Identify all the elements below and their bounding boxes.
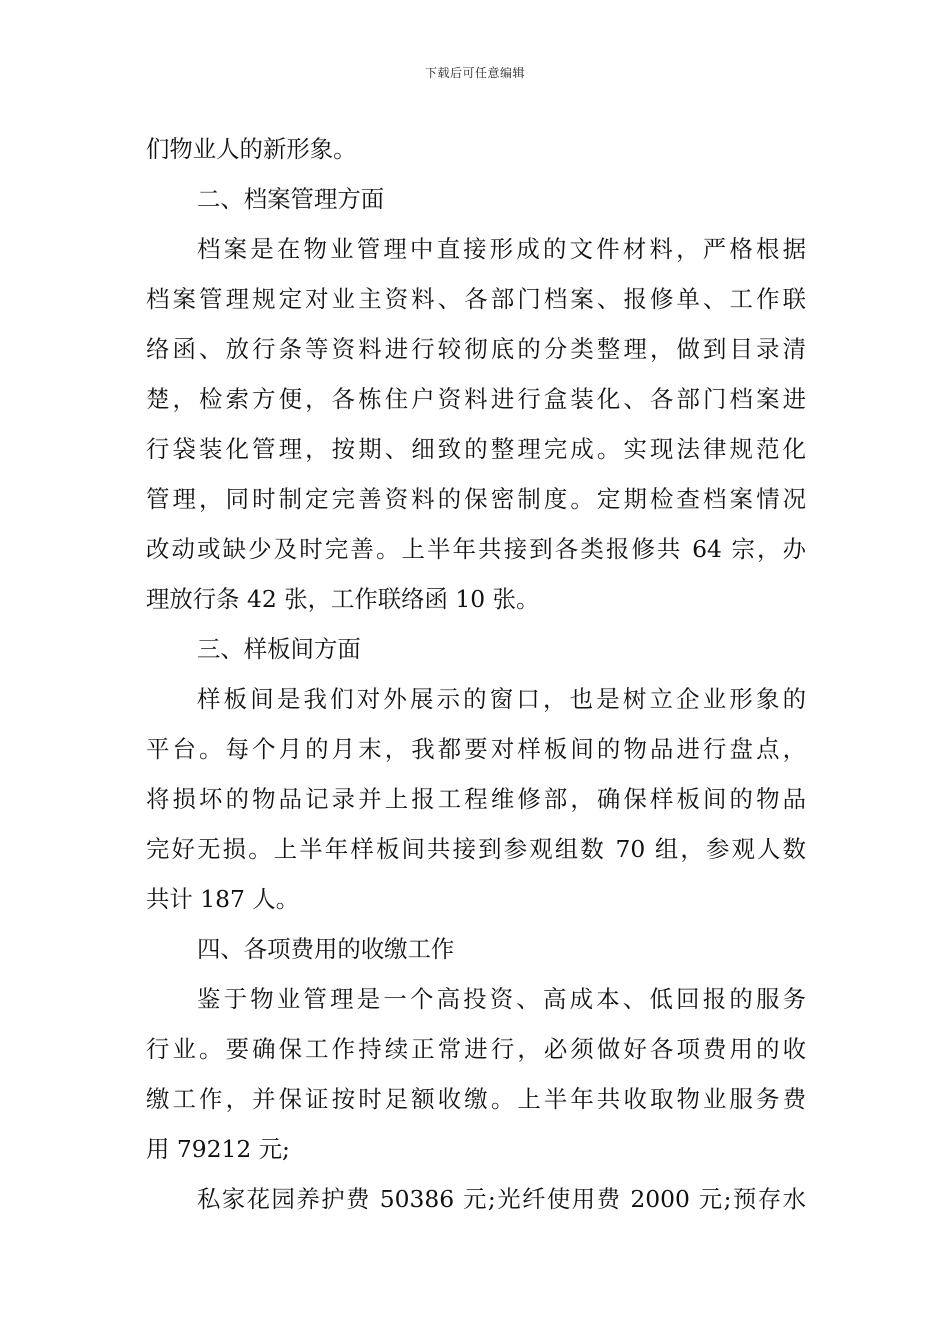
- text-line: 四、各项费用的收缴工作: [197, 935, 455, 963]
- text-line: 理放行条 42 张，工作联络函 10 张。: [146, 585, 540, 613]
- text-line: 二、档案管理方面: [197, 185, 385, 213]
- text-line: 鉴于物业管理是一个高投资、高成本、低回报的服务: [197, 985, 806, 1013]
- text-line: 们物业人的新形象。: [146, 135, 357, 163]
- text-line: 行袋装化管理，按期、细致的整理完成。实现法律规范化: [146, 435, 806, 463]
- text-line: 改动或缺少及时完善。上半年共接到各类报修共 64 宗，办: [146, 535, 806, 563]
- text-line: 私家花园养护费 50386 元;光纤使用费 2000 元;预存水: [197, 1185, 806, 1213]
- text-line: 将损坏的物品记录并上报工程维修部，确保样板间的物品: [146, 785, 806, 813]
- page-header: 下载后可任意编辑: [424, 66, 525, 80]
- text-line: 行业。要确保工作持续正常进行，必须做好各项费用的收: [146, 1035, 806, 1063]
- body-text: [146, 124, 806, 1224]
- text-line: 缴工作，并保证按时足额收缴。上半年共收取物业服务费: [146, 1085, 806, 1113]
- text-line: 用 79212 元;: [146, 1135, 290, 1163]
- text-line: 平台。每个月的月末，我都要对样板间的物品进行盘点，: [146, 735, 806, 763]
- text-line: 楚，检索方便，各栋住户资料进行盒装化、各部门档案进: [146, 385, 806, 413]
- text-line: 三、样板间方面: [197, 635, 361, 663]
- text-line: 完好无损。上半年样板间共接到参观组数 70 组，参观人数: [146, 835, 806, 863]
- text-line: 档案是在物业管理中直接形成的文件材料，严格根据: [197, 235, 806, 263]
- text-line: 共计 187 人。: [146, 885, 300, 913]
- text-line: 管理，同时制定完善资料的保密制度。定期检查档案情况: [146, 485, 806, 513]
- text-line: 络函、放行条等资料进行较彻底的分类整理，做到目录清: [146, 335, 806, 363]
- text-line: 样板间是我们对外展示的窗口，也是树立企业形象的: [197, 685, 806, 713]
- text-line: 档案管理规定对业主资料、各部门档案、报修单、工作联: [146, 285, 806, 313]
